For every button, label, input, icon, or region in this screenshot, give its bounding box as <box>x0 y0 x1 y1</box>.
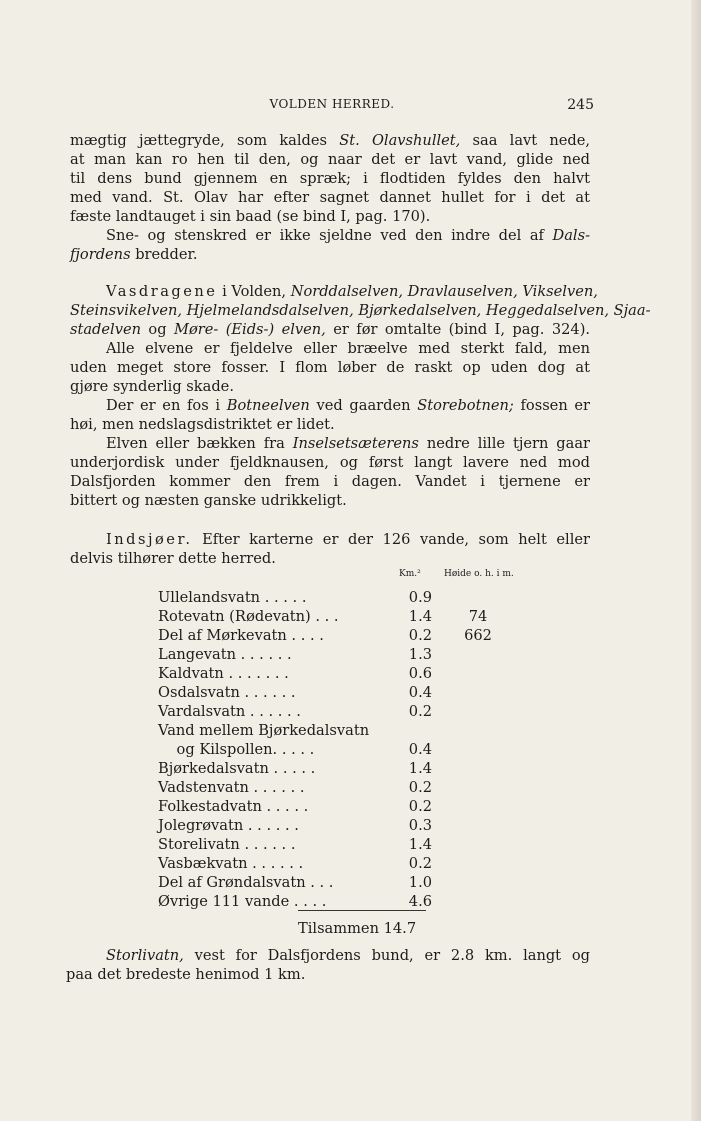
text-line: høi, men nedslagsdistriktet er lidet. <box>70 416 335 433</box>
running-header <box>70 97 594 117</box>
text-line: paa det bredeste henimod 1 km. <box>66 966 306 983</box>
lake-area: 1.4 <box>408 836 432 853</box>
sum-rule <box>298 910 426 911</box>
text-line: stadelven og Møre- (Eids-) elven, er før omtalte (bind I, pag. 324). <box>70 321 591 338</box>
lake-name: Folkestadvatn . . . . . <box>158 798 309 815</box>
text-line: til dens bund gjennem en spræk; i flodtiden fyldes den halvt <box>70 170 590 187</box>
table-total: Tilsammen 14.7 <box>298 920 417 937</box>
table-row <box>158 684 503 703</box>
text-line: underjordisk under fjeldknausen, og først langt lavere ned mod <box>70 454 590 471</box>
column-header-height: Høide o. h. i m. <box>444 569 514 579</box>
table-row <box>158 646 503 665</box>
table-row <box>158 874 503 893</box>
text-line: Elven eller bækken fra Inselsetsæterens nedre lille tjern gaar <box>106 435 590 452</box>
text-line: at man kan ro hen til den, og naar det er lavt vand, glide ned <box>70 151 590 168</box>
table-row <box>158 589 503 608</box>
table-row <box>158 741 503 760</box>
text-line: Vasdragene i Volden, Norddalselven, Dravlauselven, Vikselven, <box>106 283 598 300</box>
text-line: med vand. St. Olav har efter sagnet dannet hullet for i det at <box>70 189 590 206</box>
table-row <box>158 608 503 627</box>
lake-area: 0.2 <box>408 855 432 872</box>
lake-name: Vasbækvatn . . . . . . <box>158 855 304 872</box>
lake-name: Vardalsvatn . . . . . . <box>158 703 301 720</box>
table-row <box>158 817 503 836</box>
lake-area: 0.2 <box>408 779 432 796</box>
lake-area: 4.6 <box>408 893 432 910</box>
header-title: VOLDEN HERRED. <box>269 97 395 111</box>
table-row <box>158 722 503 741</box>
lake-area: 1.4 <box>408 760 432 777</box>
table-row <box>158 665 503 684</box>
lake-name: Langevatn . . . . . . <box>158 646 292 663</box>
table-row <box>158 760 503 779</box>
lake-name: Vand mellem Bjørkedalsvatn <box>158 722 370 739</box>
lake-name: Bjørkedalsvatn . . . . . <box>158 760 316 777</box>
lake-area: 0.2 <box>408 703 432 720</box>
table-row <box>158 779 503 798</box>
table-row <box>158 703 503 722</box>
lake-area: 0.6 <box>408 665 432 682</box>
table-row <box>158 836 503 855</box>
lake-name: Del af Grøndalsvatn . . . <box>158 874 334 891</box>
lake-name: Kaldvatn . . . . . . . <box>158 665 289 682</box>
table-row <box>158 627 503 646</box>
lake-area: 0.4 <box>408 741 432 758</box>
lake-name: Storelivatn . . . . . . <box>158 836 296 853</box>
lake-area: 0.2 <box>408 798 432 815</box>
lake-area: 0.4 <box>408 684 432 701</box>
text-line: fjordens bredder. <box>70 246 198 263</box>
text-line: Storlivatn, vest for Dalsfjordens bund, er 2.8 km. langt og <box>106 947 590 964</box>
lake-name: Osdalsvatn . . . . . . <box>158 684 296 701</box>
table-row <box>158 855 503 874</box>
text-line: Steinsvikelven, Hjelmelandsdalselven, Bjørkedalselven, Heggedalselven, Sjaa- <box>70 302 651 319</box>
lake-name: Jolegrøvatn . . . . . . <box>158 817 299 834</box>
text-line: bittert og næsten ganske udrikkeligt. <box>70 492 347 509</box>
table-row <box>158 798 503 817</box>
lake-name: Vadstenvatn . . . . . . <box>158 779 305 796</box>
text-line: uden meget store fosser. I flom løber de raskt op uden dog at <box>70 359 590 376</box>
page-number: 245 <box>567 97 594 113</box>
column-header-km: Km.² <box>399 569 421 579</box>
lake-area: 0.2 <box>408 627 432 644</box>
page-edge <box>691 0 701 1121</box>
text-line: Alle elvene er fjeldelve eller bræelve med sterkt fald, men <box>106 340 590 357</box>
text-line: Sne- og stenskred er ikke sjeldne ved den indre del af Dals- <box>106 227 591 244</box>
lake-name: Ullelandsvatn . . . . . <box>158 589 307 606</box>
text-line: delvis tilhører dette herred. <box>70 550 276 567</box>
lake-name: Rotevatn (Rødevatn) . . . <box>158 608 339 625</box>
text-line: mægtig jættegryde, som kaldes St. Olavshullet, saa lavt nede, <box>70 132 591 149</box>
lake-area: 0.3 <box>408 817 432 834</box>
text-line: gjøre synderlig skade. <box>70 378 234 395</box>
text-line: Indsjøer. Efter karterne er der 126 vande, som helt eller <box>106 531 590 548</box>
lake-name: Del af Mørkevatn . . . . <box>158 627 324 644</box>
lake-name: Øvrige 111 vande . . . . <box>158 893 327 910</box>
lake-height: 662 <box>464 627 492 644</box>
lake-area: 1.4 <box>408 608 432 625</box>
text-line: Der er en fos i Botneelven ved gaarden Storebotnen; fossen er <box>106 397 591 414</box>
text-line: fæste landtauget i sin baad (se bind I, pag. 170). <box>70 208 431 225</box>
lake-name: og Kilspollen. . . . . <box>158 741 315 758</box>
lake-area: 1.3 <box>408 646 432 663</box>
text-line: Dalsfjorden kommer den frem i dagen. Vandet i tjernene er <box>70 473 590 490</box>
lake-height: 74 <box>468 608 488 625</box>
lake-area: 0.9 <box>408 589 432 606</box>
lake-area: 1.0 <box>408 874 432 891</box>
